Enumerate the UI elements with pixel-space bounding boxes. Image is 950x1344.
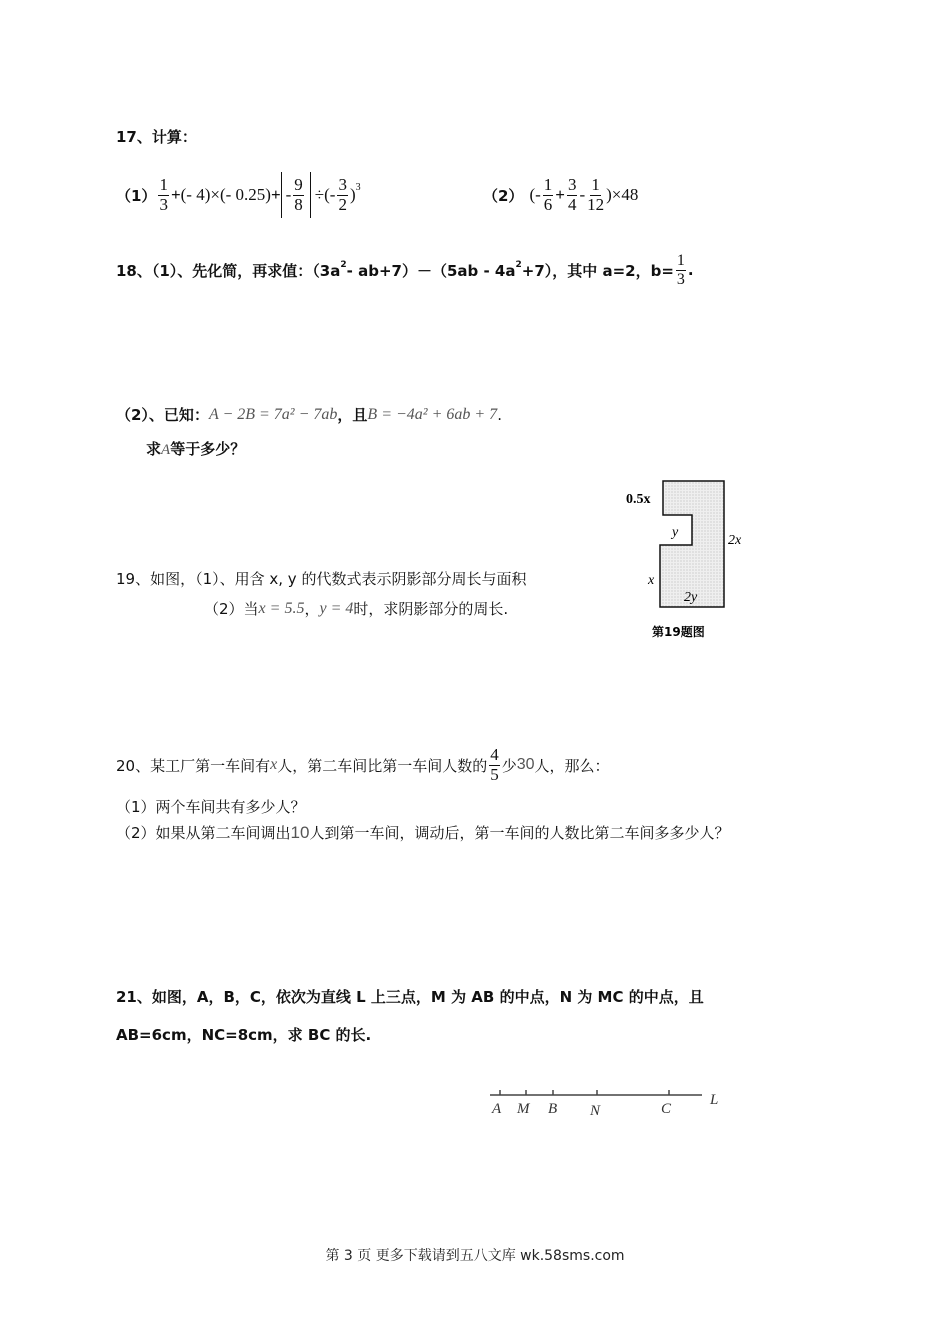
expression-tail: )×48: [606, 185, 639, 204]
fraction: $\frac{4}{5}$: [490, 744, 499, 784]
q18-text: 等于多少？: [170, 440, 246, 458]
q18-part2-question: [146, 438, 245, 459]
line-label: L: [710, 1092, 719, 1108]
point-B: B: [548, 1101, 558, 1117]
exponent: 2: [340, 260, 347, 270]
minus-sign: -: [285, 185, 292, 204]
q19-line2: [204, 598, 508, 619]
q19-text: （2）当: [204, 600, 259, 618]
q20-line1: [116, 742, 610, 788]
conjunction: ，且: [337, 406, 368, 424]
period: .: [497, 405, 502, 424]
q20-text: 人，那么：: [534, 756, 610, 775]
point-C: C: [661, 1101, 672, 1117]
variable: A: [161, 442, 171, 458]
open-paren: (-: [529, 185, 541, 204]
q17-part2-label: （2）: [483, 186, 524, 205]
point-N: N: [590, 1103, 601, 1119]
q19-figure: [620, 470, 760, 650]
q18-text: 求: [146, 440, 162, 458]
absolute-value: [281, 172, 311, 218]
label-right: 2x: [728, 533, 742, 548]
q17-part1: [116, 170, 361, 220]
q20-sub2: [116, 822, 729, 843]
fraction: $\frac{1}{12}$: [587, 174, 605, 214]
q19-text: 时，求阴影部分的周长.: [353, 600, 509, 618]
label-y: y: [672, 525, 679, 540]
label-x: x: [648, 573, 655, 588]
plus-sign: +: [555, 185, 565, 204]
equation: x = 5.5: [258, 599, 305, 617]
close-paren: ): [349, 185, 356, 204]
point-A: A: [492, 1101, 502, 1117]
q18-part1: [116, 250, 694, 290]
shaded-shape: [660, 481, 724, 607]
fraction: $\frac{1}{6}$: [543, 174, 553, 214]
fraction: $\frac{3}{2}$: [338, 174, 347, 214]
q21-line2: AB=6cm，NC=8cm，求 BC 的长.: [116, 1026, 372, 1044]
q17-part2: [483, 170, 638, 220]
minus-sign: -: [579, 185, 586, 204]
separator: ，: [304, 600, 320, 618]
q20-text: 少: [501, 756, 517, 775]
expression-segment: (- 4)×(- 0.25): [180, 185, 271, 204]
q18-text: +7），其中 a=2，b=: [521, 261, 674, 280]
figure-caption: 第19题图: [652, 625, 705, 639]
plus-sign: +: [270, 185, 281, 204]
fraction: $\frac{1}{3}$: [159, 174, 168, 214]
fraction: $\frac{9}{8}$: [294, 174, 303, 214]
plus-sign: +: [170, 185, 181, 204]
q20-sub1: （1）两个车间共有多少人？: [116, 798, 306, 816]
q21-line1: 21、如图，A，B，C，依次为直线 L 上三点，M 为 AB 的中点，N 为 MC 的中点，且: [116, 988, 704, 1006]
fraction: $\frac{1}{3}$: [676, 251, 685, 288]
q18-part2: [116, 404, 502, 425]
q18-text: 18、（1）、先化简，再求值：（3a: [116, 261, 341, 280]
fraction: $\frac{3}{4}$: [567, 174, 577, 214]
q17-title: 17、计算：: [116, 128, 197, 146]
q20-text: 20、某工厂第一车间有: [116, 756, 271, 775]
number: 30: [516, 756, 535, 773]
point-M: M: [517, 1101, 530, 1117]
q21-figure: [480, 1080, 730, 1125]
exponent: 3: [355, 181, 361, 193]
q18-text: - ab+7）－（5ab - 4a: [346, 261, 516, 280]
label-top: 0.5x: [626, 492, 651, 507]
variable: x: [270, 756, 278, 773]
number: 10: [290, 823, 310, 842]
q20-text: （2）如果从第二车间调出: [116, 824, 291, 842]
q17-part1-label: （1）: [116, 186, 157, 205]
q19-line1: 19、如图，（1）、用含 x, y 的代数式表示阴影部分周长与面积: [116, 570, 527, 588]
page-footer: 第 3 页 更多下载请到五八文库 wk.58sms.com: [325, 1248, 625, 1264]
q20-text: 人到第一车间，调动后，第一车间的人数比第二车间多多少人？: [309, 824, 730, 842]
period: .: [687, 261, 694, 279]
label-bottom: 2y: [684, 590, 698, 605]
equation: B = −4a² + 6ab + 7: [367, 405, 498, 423]
division-segment: ÷(-: [314, 185, 336, 204]
exponent: 2: [515, 260, 522, 270]
q18-part2-label: （2）、已知：: [116, 406, 209, 424]
equation: y = 4: [319, 599, 354, 617]
equation: A − 2B = 7a² − 7ab: [208, 405, 338, 423]
q20-text: 人，第二车间比第一车间人数的: [277, 756, 488, 775]
